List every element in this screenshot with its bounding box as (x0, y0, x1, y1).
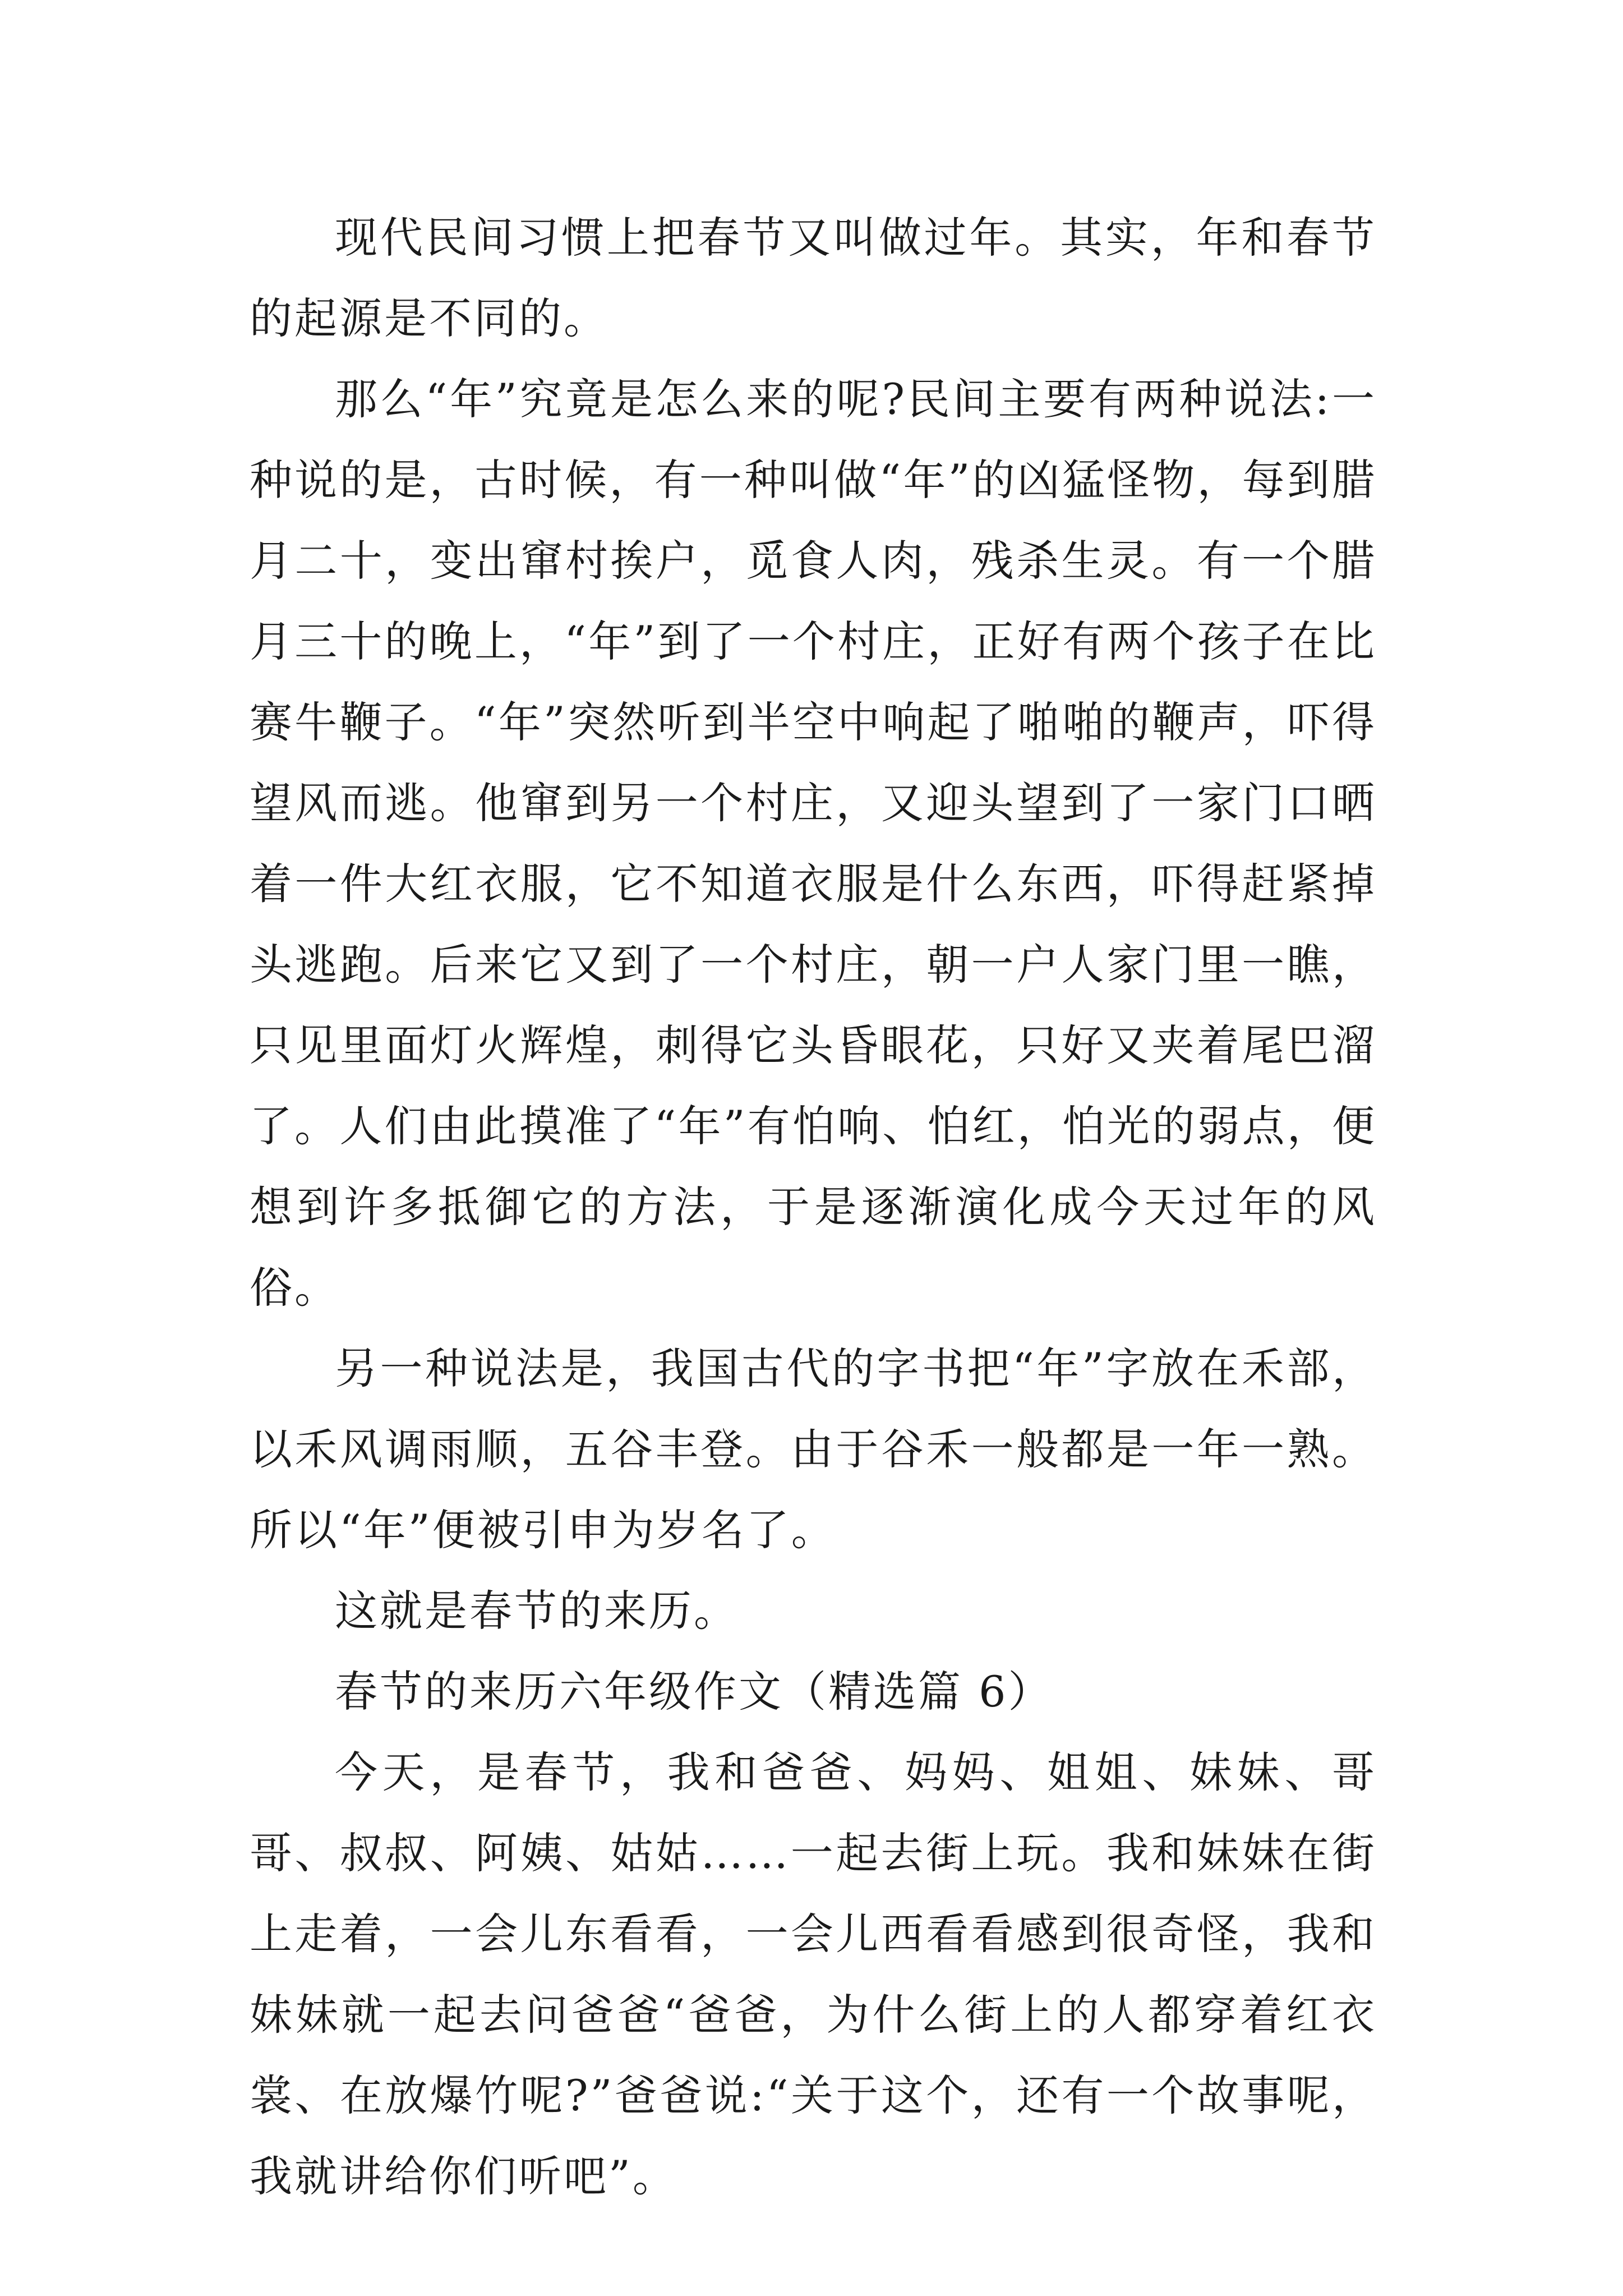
paragraph-second-theory: 另一种说法是，我国古代的字书把“年”字放在禾部，以禾风调雨顺，五谷丰登。由于谷禾一般都是一年一熟。所以“年”便被引申为岁名了。 (250, 1343, 1377, 1555)
document-body (250, 197, 1377, 2217)
paragraph-essay-opening: 今天，是春节，我和爸爸、妈妈、姐姐、妹妹、哥哥、叔叔、阿姨、姑姑……一起去街上玩。我和妹妹在街上走着，一会儿东看看，一会儿西看看感到很奇怪，我和妹妹就一起去问爸爸“爸爸，为什么街上的人都穿着红衣裳、在放爆竹呢?”爸爸说:“关于这个，还有一个故事呢，我就讲给你们听吧”。 (250, 1747, 1377, 2201)
paragraph-conclusion: 这就是春节的来历。 (335, 1586, 739, 1636)
essay-heading: 春节的来历六年级作文（精选篇 6） (335, 1667, 1053, 1717)
paragraph-nian-legend: 那么“年”究竟是怎么来的呢?民间主要有两种说法:一种说的是，古时候，有一种叫做“年”的凶猛怪物，每到腊月二十，变出窜村挨户，觅食人肉，残杀生灵。有一个腊月三十的晚上，“年”到了一个村庄，正好有两个孩子在比赛牛鞭子。“年”突然听到半空中响起了啪啪的鞭声，吓得望风而逃。他窜到另一个村庄，又迎头望到了一家门口晒着一件大红衣服，它不知道衣服是什么东西，吓得赶紧掉头逃跑。后来它又到了一个村庄，朝一户人家门里一瞧，只见里面灯火辉煌，刺得它头昏眼花，只好又夹着尾巴溜了。人们由此摸准了“年”有怕响、怕红，怕光的弱点，便想到许多抵御它的方法，于是逐渐演化成今天过年的风俗。 (250, 374, 1377, 1313)
paragraph-origin-intro: 现代民间习惯上把春节又叫做过年。其实，年和春节的起源是不同的。 (250, 213, 1377, 343)
